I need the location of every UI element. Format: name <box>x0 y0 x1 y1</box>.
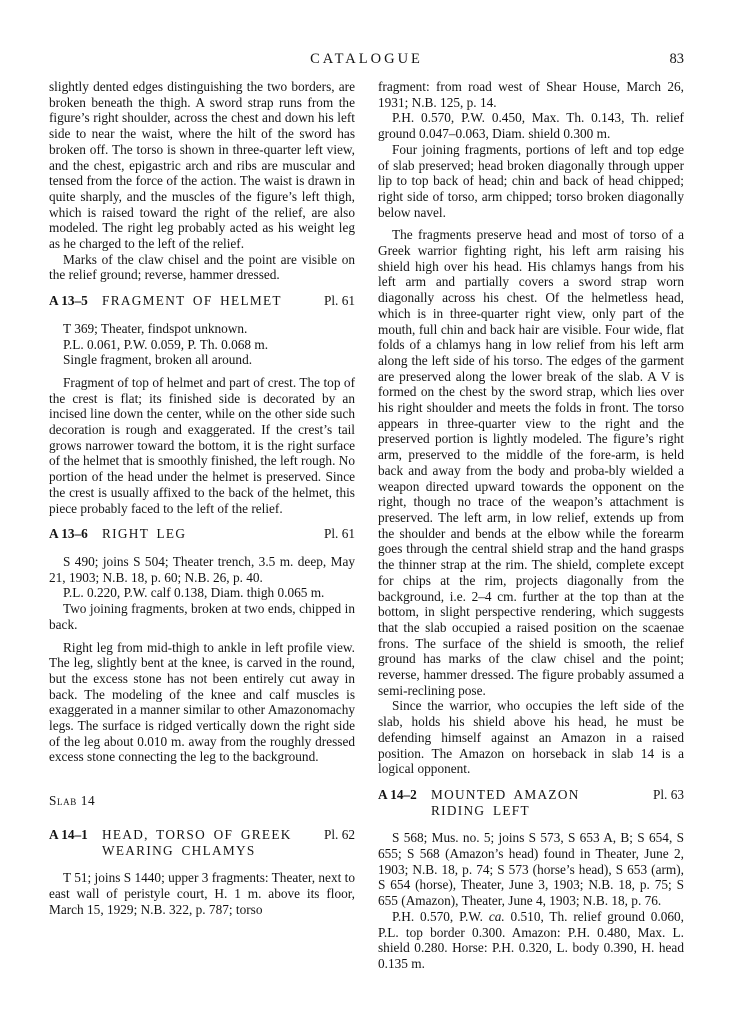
description-paragraph: Fragment of top of helmet and part of crest. The top of the crest is flat; its finished side is decorated by an incised line down the center, while on the other side such decoration is rough and exaggerated. If the crest’s tail grows narrower toward the bottom, it is the right surface of the helmet that is smoothly finished, the left rough. No portion of the head under the helmet is preserved. Since the crest is usually affixed to the back of the helmet, this piece probably faced to the left of the relief. <box>49 374 355 516</box>
entry-title <box>102 526 318 542</box>
provenance-paragraph: S 490; joins S 504; Theater trench, 3.5 m. deep, May 21, 1903; N.B. 18, p. 60; N.B. 26, p. 40. <box>49 553 355 585</box>
left-column <box>49 79 355 972</box>
condition-paragraph: Single fragment, broken all around. <box>63 352 253 368</box>
provenance-paragraph: T 51; joins S 1440; upper 3 fragments: Theater, next to east wall of peristyle court, H. 1 m. above its floor, March 15, 1929; N.B. 322, p. 787; torso <box>49 870 355 917</box>
entry-title <box>102 827 318 858</box>
text-columns <box>49 79 684 972</box>
slab-section-heading: Slab 14 <box>49 793 96 809</box>
dimensions-paragraph: P.H. 0.570, P.W. 0.450, Max. Th. 0.143, Th. relief ground 0.047–0.063, Diam. shield 0.300 m. <box>378 110 684 142</box>
entry-title-line: WEARING CHLAMYS <box>102 842 256 858</box>
page-number: 83 <box>669 51 684 67</box>
entry-id: A 14–1 <box>49 826 88 842</box>
entry-title-line: FRAGMENT OF HELMET <box>102 293 282 309</box>
plate-reference: Pl. 61 <box>323 526 355 542</box>
entry-title <box>102 293 318 309</box>
dimensions-paragraph: P.L. 0.061, P.W. 0.059, P. Th. 0.068 m. <box>63 336 269 352</box>
description-paragraph: The fragments preserve head and most of torso of a Greek warrior fighting right, his left arm raising his shield high over his head. His chlamys hangs from his left arm and partially covers a sword strap worn diagonally across his chest. Of the helmetless head, which is in three-quarter right view, only part of the mouth, full chin and back hair are visible. Four wide, flat folds of a chlamys hang in low relief from his left arm along the left side of his torso. The edges of the garment are preserved along the lower break of the slab. A V is formed on the chest by the sword strap, which lies over his right shoulder and meets the folds in front. The torso appears in three-quarter view to the right and the preserved portion is lightly modeled. The figure’s right arm, preserved to the middle of the fore-arm, is held back and away from the body and proba-bly wielded a weapon directed upward towards the opponent on the right, though no trace of the weapon’s attachment is preserved. The left arm, in low relief, extends up from the shoulder and bends at the elbow while the forearm goes through the central shield strap and the hand grasps the thinner strap at the rim. The shield, complete except for chips at the rim, projects diagonally from the background, i.e. 2–4 cm. further at the top than at the bottom, in slight perspective rendering, which suggests that the slab occupied a raised position on the scaenae frons. The surface of the shield is smooth, the relief ground has marks of the claw chisel and the point; reverse, hammer dressed. The figure probably assumed a semi-reclining pose. <box>378 227 684 698</box>
provenance-paragraph: S 568; Mus. no. 5; joins S 573, S 653 A, B; S 654, S 655; S 568 (Amazon’s head) found in Theater, June 2, 1903; N.B. 18, p. 74; S 573 (horse’s head), S 653 (arm), S 654 (horse), Theater, June 3, 1903; N.B. 18, p. 75; S 655 (Amazon), Theater, June 4, 1903; N.B. 18, p. 76. <box>378 830 684 909</box>
entry-title-line: HEAD, TORSO OF GREEK <box>102 826 292 842</box>
entry-title-line: RIDING LEFT <box>431 802 530 818</box>
entry-id: A 13–5 <box>49 293 88 309</box>
entry-heading-a13-5 <box>49 293 355 309</box>
entry-heading-a13-6 <box>49 526 355 542</box>
condition-paragraph: Four joining fragments, portions of left and top edge of slab preserved; head broken diagonally through upper lip to top back of head; chin and back of head chipped; right side of torso, arm chipped; torso broken diagonally below navel. <box>378 141 684 220</box>
entry-id: A 14–2 <box>378 786 417 802</box>
plate-reference: Pl. 61 <box>323 293 355 309</box>
dimensions-text: 0.510, Th. relief ground 0.060, P.L. top border 0.300. Amazon: P.H. 0.480, Max. L. shield 0.280. Horse: P.H. 0.320, L. body 0.390, H. head 0.135 m. <box>378 908 684 971</box>
entry-id: A 13–6 <box>49 526 88 542</box>
entry-heading-a14-2 <box>378 787 684 818</box>
entry-heading-a14-1 <box>49 827 355 858</box>
entry-title <box>431 787 647 818</box>
entry-title-line: MOUNTED AMAZON <box>431 786 580 802</box>
continuation-paragraph: slightly dented edges distinguishing the two borders, are broken beneath the thigh. A sword strap runs from the figure’s right shoulder, across the chest and down his left side to near the waist, where the hilt of the sword has broken off. The torso is shown in three-quarter left view, and the chest, epigastric arch and ribs are muscular and tensed from the force of the action. The waist is drawn in quite sharply, and the muscles of the figure’s left thigh, which is raised toward the right of the relief, are also modeled. The right leg probably acted as his weight leg as he charged to the left of the relief. <box>49 79 355 252</box>
plate-reference: Pl. 62 <box>323 826 355 842</box>
continuation-paragraph: fragment: from road west of Shear House, March 26, 1931; N.B. 125, p. 14. <box>378 79 684 110</box>
provenance-paragraph: T 369; Theater, findspot unknown. <box>63 320 248 336</box>
circa-abbreviation: ca. <box>488 908 505 924</box>
page-header <box>49 52 684 70</box>
dimensions-text: P.H. 0.570, P.W. <box>392 908 489 924</box>
interpretation-paragraph: Since the warrior, who occupies the left side of the slab, holds his shield above his head, he must be defending himself against an Amazon in a raised position. The Amazon on horseback in slab 14 is a logical opponent. <box>378 698 684 777</box>
dimensions-paragraph <box>378 909 684 972</box>
plate-reference: Pl. 63 <box>652 786 684 802</box>
condition-paragraph: Two joining fragments, broken at two ends, chipped in back. <box>49 601 355 632</box>
right-column <box>378 79 684 972</box>
dimensions-paragraph: P.L. 0.220, P.W. calf 0.138, Diam. thigh 0.065 m. <box>63 585 325 601</box>
description-paragraph: Right leg from mid-thigh to ankle in left profile view. The leg, slightly bent at the knee, is carved in the round, but the excess stone has not been entirely cut away in back. The modeling of the knee and calf muscles is exaggerated in a manner similar to other Amazonomachy legs. The surface is ridged vertically down the right side of the leg about 0.010 m. away from the roughly dressed excess stone connecting the leg to the background. <box>49 639 355 765</box>
marks-paragraph: Marks of the claw chisel and the point are visible on the relief ground; reverse, hammer dressed. <box>49 251 355 283</box>
entry-title-line: RIGHT LEG <box>102 526 187 542</box>
running-title: CATALOGUE <box>310 51 423 67</box>
